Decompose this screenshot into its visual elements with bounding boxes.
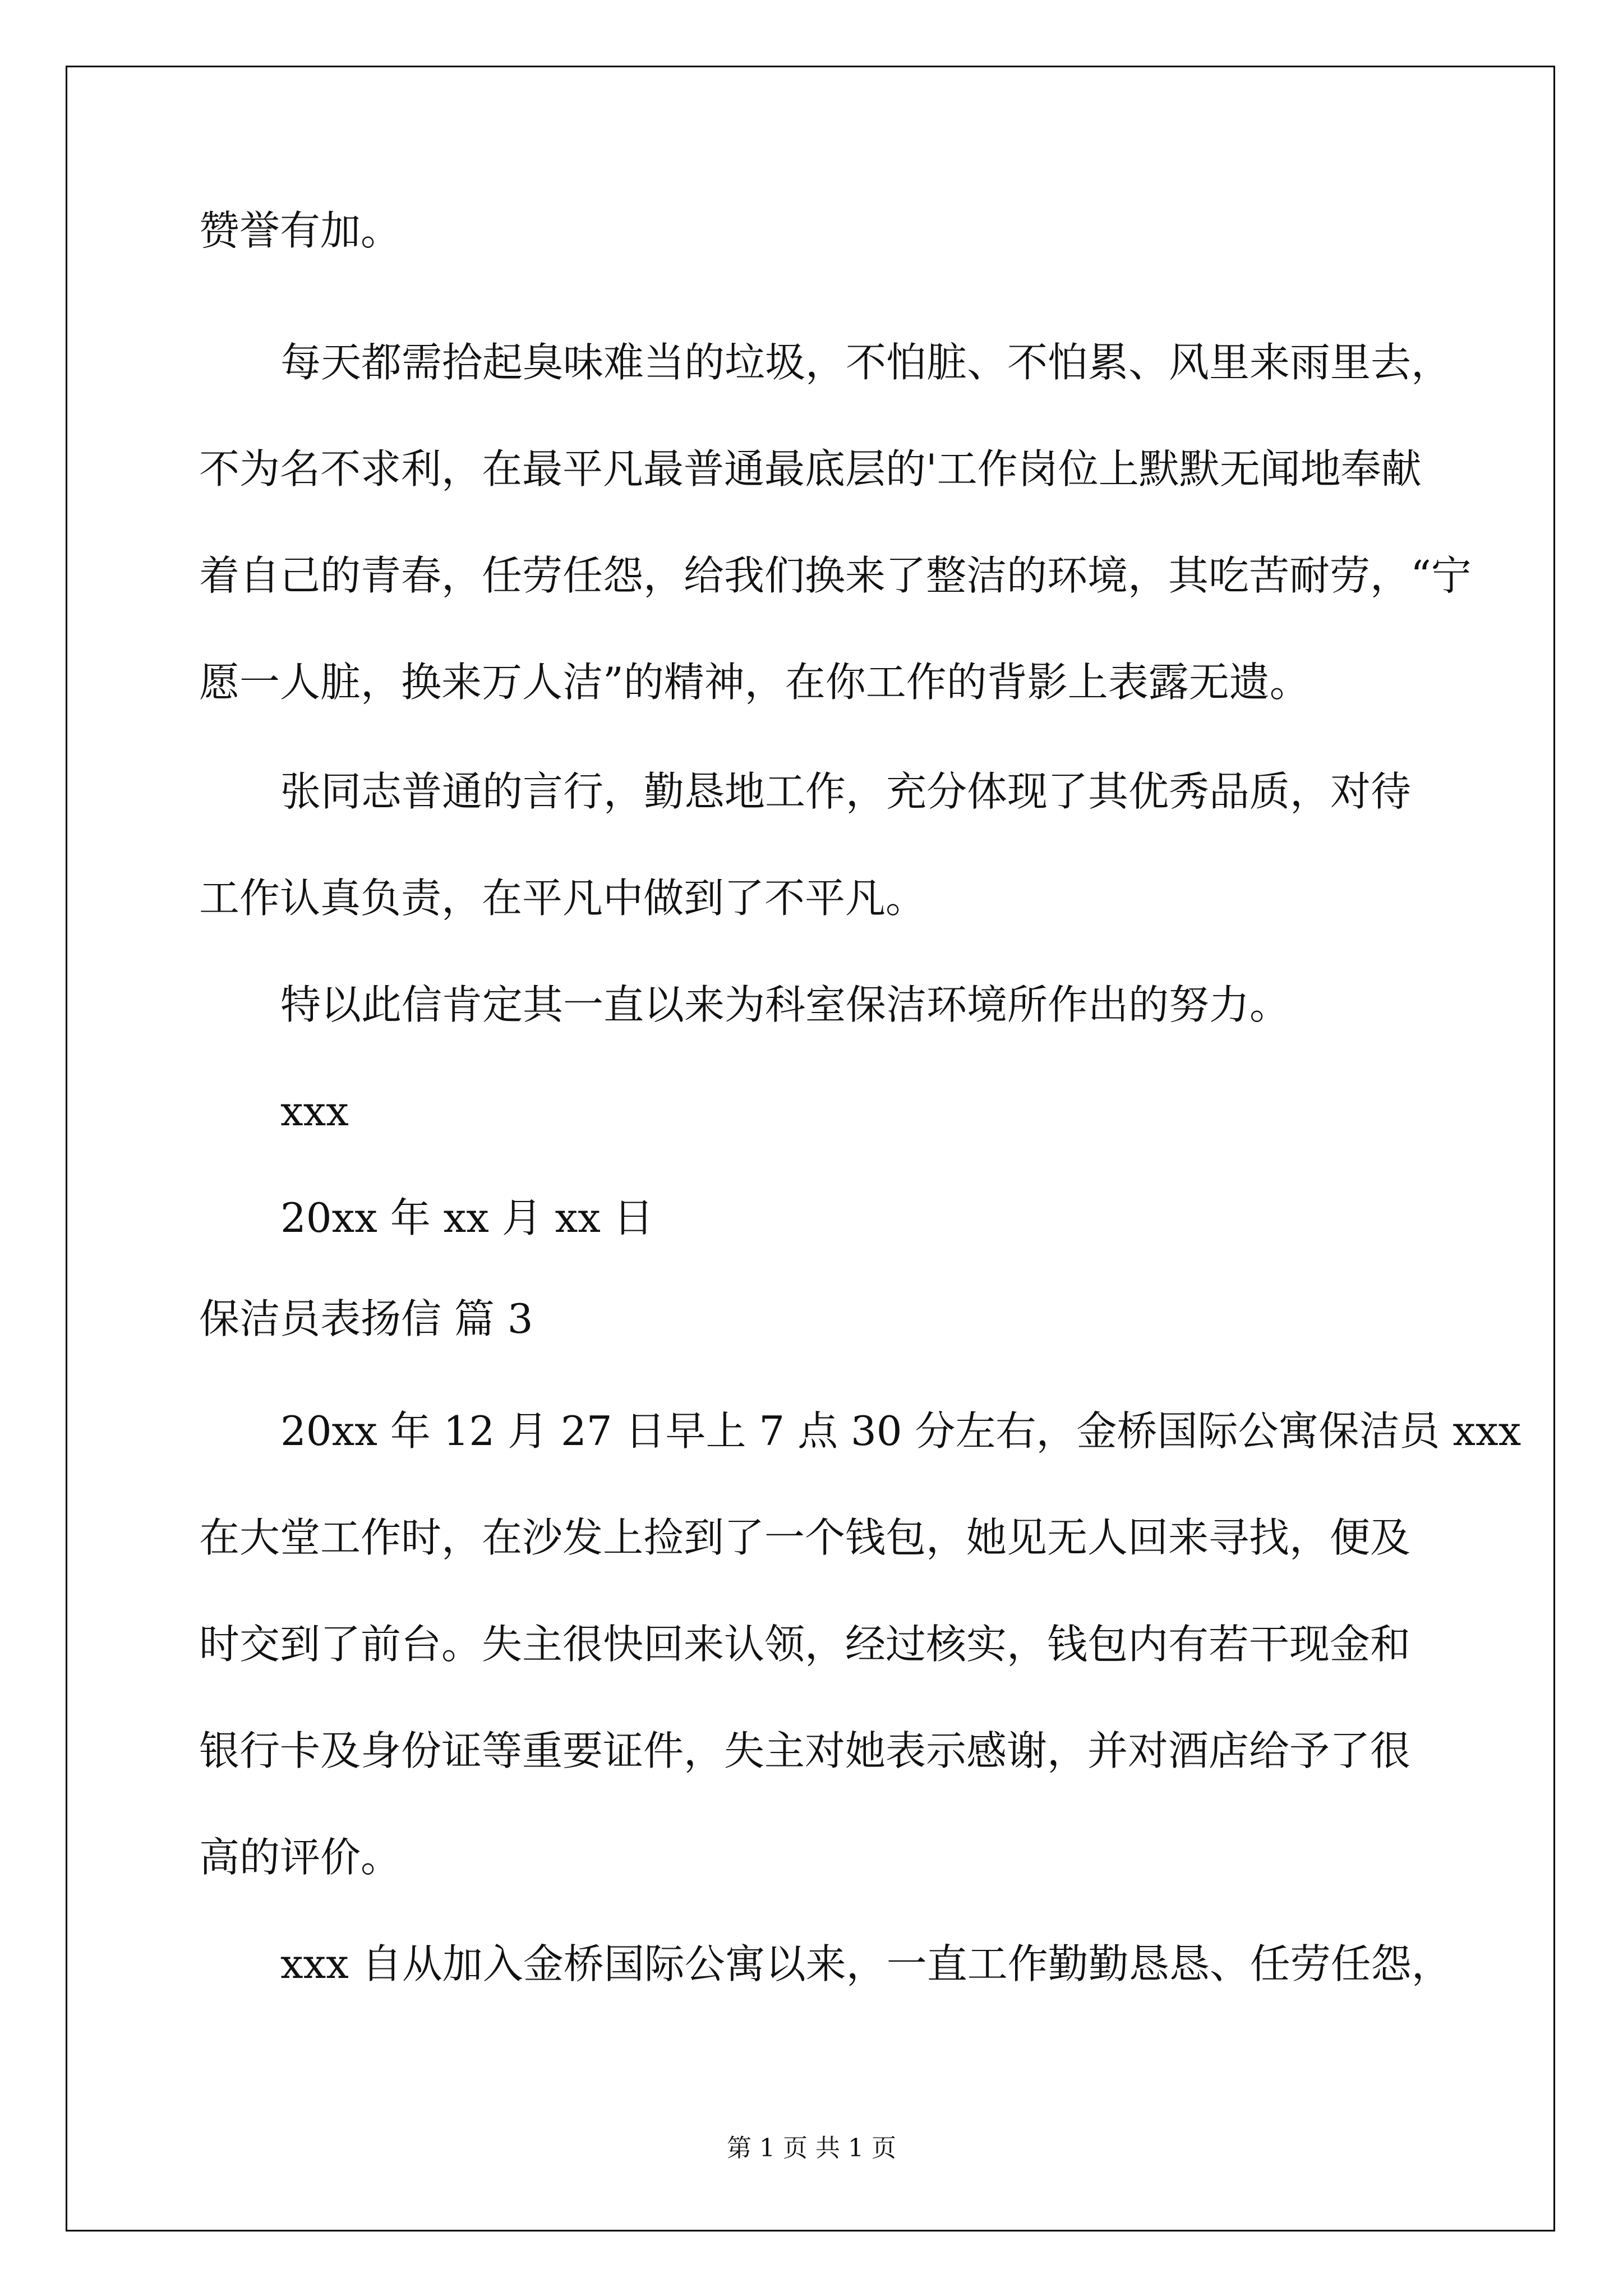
text-line: 高的评价。 [199, 1834, 402, 1881]
text-line: xxx 自从加入金桥国际公寓以来，一直工作勤勤恳恳、任劳任怨， [280, 1940, 1452, 1987]
text-line: 特以此信肯定其一直以来为科室保洁环境所作出的努力。 [280, 981, 1290, 1028]
text-line: 赞誉有加。 [199, 207, 402, 254]
text-line: 愿一人脏，换来万人洁”的精神，在你工作的背影上表露无遗。 [199, 659, 1310, 706]
text-line: 20xx 年 12 月 27 日早上 7 点 30 分左右，金桥国际公寓保洁员 xxx [280, 1407, 1521, 1455]
page-number-footer: 第 1 页 共 1 页 [727, 2134, 896, 2162]
signature-name: xxx [280, 1088, 349, 1135]
text-line: 不为名不求利，在最平凡最普通最底层的'工作岗位上默默无闻地奉献 [199, 445, 1422, 493]
text-line: 着自己的青春，任劳任怨，给我们换来了整洁的环境，其吃苦耐劳，“宁 [199, 552, 1472, 599]
text-line: 工作认真负责，在平凡中做到了不平凡。 [199, 875, 926, 922]
section-heading: 保洁员表扬信 篇 3 [199, 1295, 533, 1342]
text-line: 时交到了前台。失主很快回来认领，经过核实，钱包内有若干现金和 [199, 1621, 1411, 1668]
text-line: 张同志普通的言行，勤恳地工作，充分体现了其优秀品质，对待 [280, 768, 1412, 815]
text-line: 在大堂工作时，在沙发上捡到了一个钱包，她见无人回来寻找，便及 [199, 1514, 1411, 1561]
text-line: 每天都需拾起臭味难当的垃圾，不怕脏、不怕累、风里来雨里去， [280, 339, 1452, 386]
text-line: 银行卡及身份证等重要证件，失主对她表示感谢，并对酒店给予了很 [199, 1727, 1411, 1774]
signature-date: 20xx 年 xx 月 xx 日 [280, 1194, 654, 1241]
